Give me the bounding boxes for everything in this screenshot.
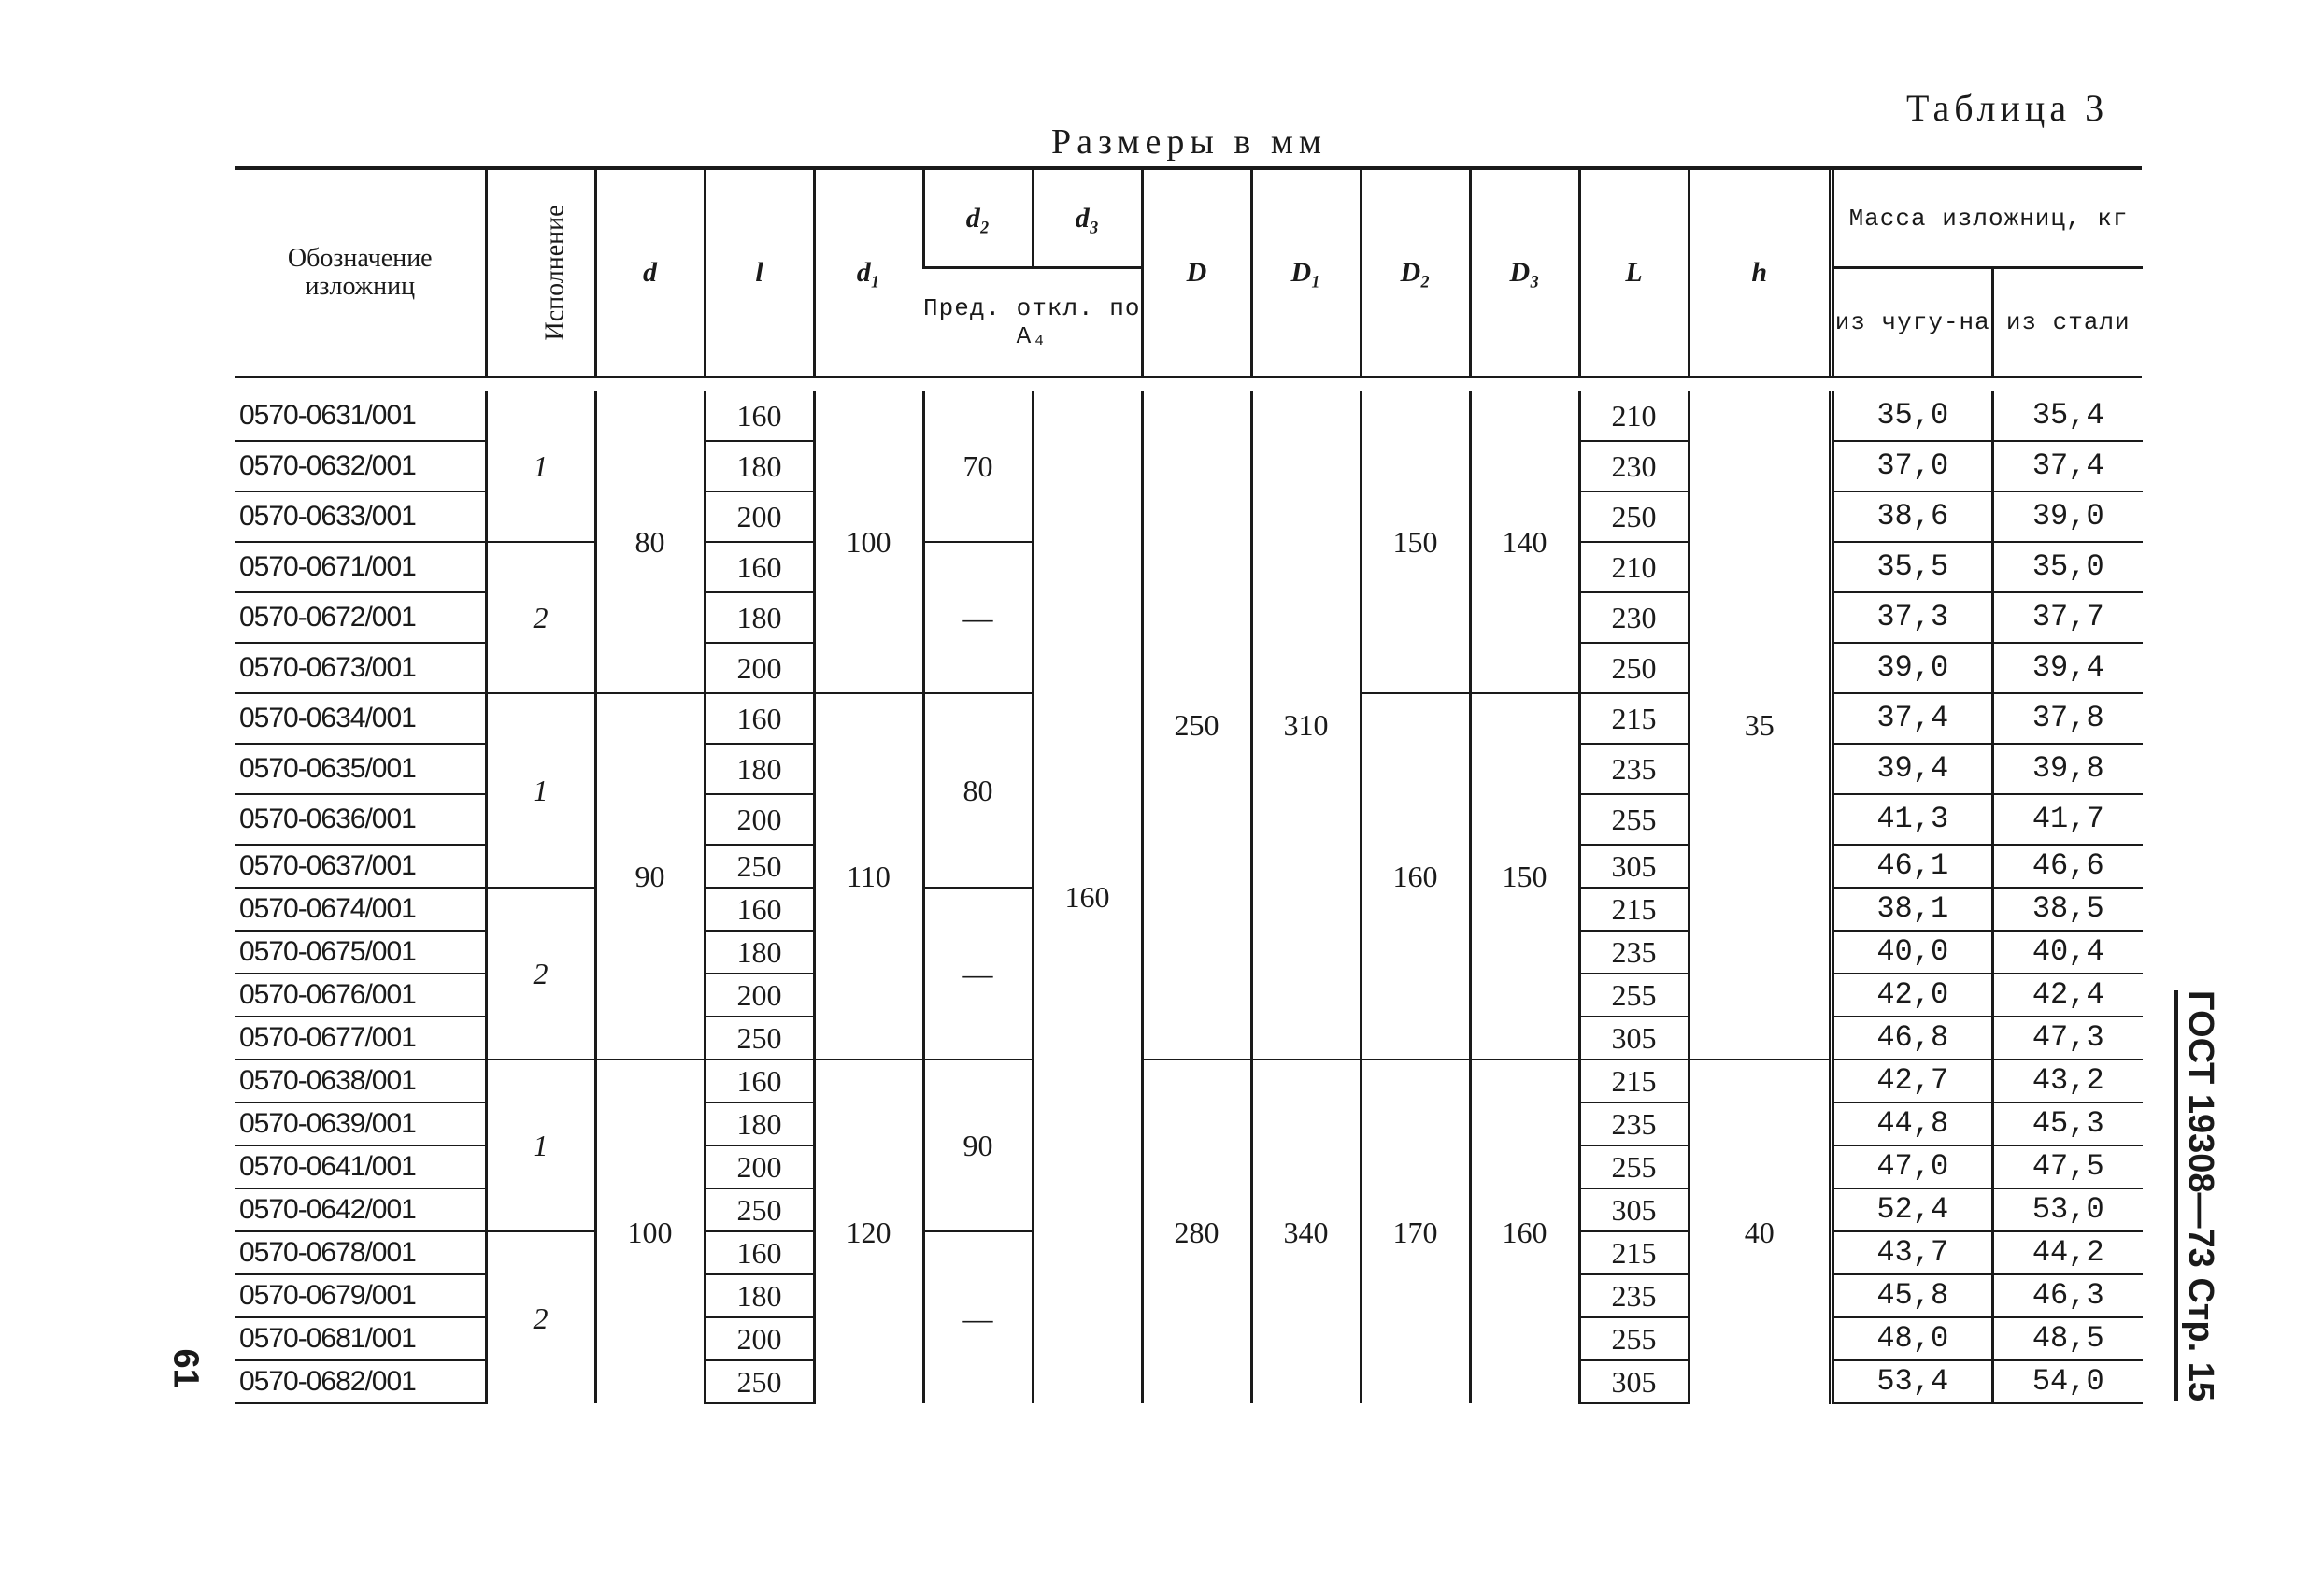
header-version-label: Исполнение [540, 205, 570, 341]
cell-L: 215 [1579, 1060, 1689, 1102]
cell-steel: 40,4 [1992, 931, 2143, 974]
cell-D3: 150 [1470, 693, 1579, 1060]
cell-iron: 35,0 [1832, 391, 1992, 441]
cell-D2: 150 [1361, 391, 1470, 693]
header-D2: D₂ [1361, 170, 1470, 376]
cell-D: 250 [1142, 391, 1251, 1060]
cell-D2: 170 [1361, 1060, 1470, 1403]
cell-iron: 46,1 [1832, 845, 1992, 888]
cell-code: 0570-0672/001 [235, 592, 486, 643]
cell-l: 200 [705, 491, 814, 542]
cell-l: 250 [705, 1360, 814, 1403]
cell-code: 0570-0641/001 [235, 1145, 486, 1188]
cell-code: 0570-0674/001 [235, 888, 486, 931]
cell-steel: 43,2 [1992, 1060, 2143, 1102]
side-caption [2163, 990, 2238, 1401]
table-body [235, 391, 2142, 1404]
cell-iron: 39,4 [1832, 744, 1992, 794]
header-d3: d₃ [1033, 170, 1142, 268]
cell-code: 0570-0678/001 [235, 1231, 486, 1274]
cell-code: 0570-0638/001 [235, 1060, 486, 1102]
cell-code: 0570-0671/001 [235, 542, 486, 592]
cell-L: 215 [1579, 1231, 1689, 1274]
header-D3: D₃ [1470, 170, 1579, 376]
cell-iron: 52,4 [1832, 1188, 1992, 1231]
cell-L: 305 [1579, 1188, 1689, 1231]
header-mass-iron: из чугу-на [1832, 268, 1992, 376]
cell-d2: 80 [923, 693, 1033, 888]
cell-l: 250 [705, 845, 814, 888]
cell-iron: 37,3 [1832, 592, 1992, 643]
cell-code: 0570-0682/001 [235, 1360, 486, 1403]
cell-L: 250 [1579, 643, 1689, 693]
cell-L: 235 [1579, 1274, 1689, 1317]
header-mass: Масса изложниц, кг [1832, 170, 2143, 268]
cell-L: 235 [1579, 931, 1689, 974]
header-L: L [1579, 170, 1689, 376]
cell-D: 280 [1142, 1060, 1251, 1403]
cell-L: 255 [1579, 974, 1689, 1017]
cell-code: 0570-0677/001 [235, 1017, 486, 1060]
cell-steel: 38,5 [1992, 888, 2143, 931]
cell-D3: 140 [1470, 391, 1579, 693]
side-caption-text: ГОСТ 19308—73 Стр. 15 [2181, 990, 2220, 1402]
cell-L: 305 [1579, 845, 1689, 888]
cell-code: 0570-0676/001 [235, 974, 486, 1017]
cell-L: 305 [1579, 1360, 1689, 1403]
cell-l: 180 [705, 931, 814, 974]
header-designation: Обозначение изложниц [287, 244, 433, 301]
cell-iron: 42,7 [1832, 1060, 1992, 1102]
cell-l: 200 [705, 1145, 814, 1188]
cell-iron: 42,0 [1832, 974, 1992, 1017]
cell-l: 180 [705, 1102, 814, 1145]
cell-steel: 53,0 [1992, 1188, 2143, 1231]
cell-steel: 41,7 [1992, 794, 2143, 845]
cell-code: 0570-0631/001 [235, 391, 486, 441]
cell-l: 250 [705, 1188, 814, 1231]
cell-L: 255 [1579, 1145, 1689, 1188]
cell-L: 305 [1579, 1017, 1689, 1060]
cell-l: 160 [705, 693, 814, 744]
cell-ver: 2 [486, 1231, 595, 1403]
header-d: d [595, 170, 705, 376]
cell-L: 255 [1579, 1317, 1689, 1360]
table-header [235, 166, 2142, 378]
cell-steel: 44,2 [1992, 1231, 2143, 1274]
cell-steel: 37,8 [1992, 693, 2143, 744]
cell-d3: 160 [1033, 391, 1142, 1403]
cell-steel: 39,4 [1992, 643, 2143, 693]
cell-ver: 1 [486, 391, 595, 542]
cell-iron: 43,7 [1832, 1231, 1992, 1274]
cell-l: 160 [705, 888, 814, 931]
page-number-text: 61 [165, 1348, 206, 1388]
cell-l: 160 [705, 391, 814, 441]
cell-L: 235 [1579, 1102, 1689, 1145]
cell-h: 35 [1689, 391, 1832, 1060]
table-row [235, 391, 2143, 441]
cell-d2: 70 [923, 391, 1033, 542]
cell-iron: 38,1 [1832, 888, 1992, 931]
cell-steel: 35,0 [1992, 542, 2143, 592]
cell-iron: 47,0 [1832, 1145, 1992, 1188]
cell-code: 0570-0635/001 [235, 744, 486, 794]
cell-d1: 110 [814, 693, 923, 1060]
cell-l: 180 [705, 744, 814, 794]
cell-steel: 48,5 [1992, 1317, 2143, 1360]
cell-l: 160 [705, 1231, 814, 1274]
cell-steel: 46,3 [1992, 1274, 2143, 1317]
cell-iron: 40,0 [1832, 931, 1992, 974]
cell-d: 100 [595, 1060, 705, 1403]
cell-code: 0570-0637/001 [235, 845, 486, 888]
cell-iron: 46,8 [1832, 1017, 1992, 1060]
cell-code: 0570-0681/001 [235, 1317, 486, 1360]
cell-L: 210 [1579, 391, 1689, 441]
cell-iron: 44,8 [1832, 1102, 1992, 1145]
cell-ver: 1 [486, 1060, 595, 1231]
cell-D1: 340 [1251, 1060, 1361, 1403]
cell-l: 180 [705, 1274, 814, 1317]
cell-l: 180 [705, 592, 814, 643]
table-row [235, 1060, 2143, 1102]
cell-D1: 310 [1251, 391, 1361, 1060]
cell-L: 235 [1579, 744, 1689, 794]
header-mass-steel: из стали [1992, 268, 2143, 376]
cell-ver: 2 [486, 542, 595, 693]
cell-steel: 39,8 [1992, 744, 2143, 794]
cell-iron: 35,5 [1832, 542, 1992, 592]
cell-d2: — [923, 888, 1033, 1060]
cell-steel: 45,3 [1992, 1102, 2143, 1145]
cell-steel: 35,4 [1992, 391, 2143, 441]
cell-l: 200 [705, 794, 814, 845]
cell-code: 0570-0632/001 [235, 441, 486, 491]
cell-code: 0570-0636/001 [235, 794, 486, 845]
cell-code: 0570-0679/001 [235, 1274, 486, 1317]
cell-code: 0570-0634/001 [235, 693, 486, 744]
cell-code: 0570-0642/001 [235, 1188, 486, 1231]
header-bottom-rule [235, 376, 2142, 378]
cell-l: 200 [705, 1317, 814, 1360]
page-number [157, 1348, 213, 1413]
cell-d2: — [923, 542, 1033, 693]
header-table [235, 170, 2143, 376]
cell-iron: 41,3 [1832, 794, 1992, 845]
cell-d1: 100 [814, 391, 923, 693]
cell-L: 230 [1579, 441, 1689, 491]
cell-iron: 53,4 [1832, 1360, 1992, 1403]
table-subtitle: Размеры в мм [1051, 122, 1327, 162]
cell-L: 210 [1579, 542, 1689, 592]
header-version [486, 170, 595, 376]
header-D: D [1142, 170, 1251, 376]
header-h: h [1689, 170, 1832, 376]
cell-l: 160 [705, 542, 814, 592]
cell-iron: 38,6 [1832, 491, 1992, 542]
cell-steel: 47,3 [1992, 1017, 2143, 1060]
cell-steel: 46,6 [1992, 845, 2143, 888]
cell-ver: 1 [486, 693, 595, 888]
cell-iron: 39,0 [1832, 643, 1992, 693]
data-table [235, 391, 2143, 1404]
cell-L: 255 [1579, 794, 1689, 845]
cell-d2: — [923, 1231, 1033, 1403]
cell-d2: 90 [923, 1060, 1033, 1231]
cell-steel: 37,7 [1992, 592, 2143, 643]
cell-steel: 42,4 [1992, 974, 2143, 1017]
cell-l: 200 [705, 974, 814, 1017]
cell-l: 160 [705, 1060, 814, 1102]
cell-L: 215 [1579, 693, 1689, 744]
cell-l: 200 [705, 643, 814, 693]
header-D1: D₁ [1251, 170, 1361, 376]
cell-h: 40 [1689, 1060, 1832, 1403]
cell-steel: 47,5 [1992, 1145, 2143, 1188]
header-tolerance: Пред. откл. по A₄ [923, 294, 1141, 351]
cell-L: 250 [1579, 491, 1689, 542]
cell-steel: 54,0 [1992, 1360, 2143, 1403]
header-l: l [705, 170, 814, 376]
cell-iron: 45,8 [1832, 1274, 1992, 1317]
cell-D2: 160 [1361, 693, 1470, 1060]
cell-l: 250 [705, 1017, 814, 1060]
cell-code: 0570-0639/001 [235, 1102, 486, 1145]
cell-d: 80 [595, 391, 705, 693]
cell-iron: 48,0 [1832, 1317, 1992, 1360]
cell-D3: 160 [1470, 1060, 1579, 1403]
cell-steel: 39,0 [1992, 491, 2143, 542]
cell-code: 0570-0633/001 [235, 491, 486, 542]
cell-L: 215 [1579, 888, 1689, 931]
cell-d1: 120 [814, 1060, 923, 1403]
cell-iron: 37,4 [1832, 693, 1992, 744]
cell-iron: 37,0 [1832, 441, 1992, 491]
header-d1: d₁ [814, 170, 923, 376]
cell-L: 230 [1579, 592, 1689, 643]
cell-ver: 2 [486, 888, 595, 1060]
cell-steel: 37,4 [1992, 441, 2143, 491]
table-title: Таблица 3 [1906, 87, 2109, 129]
cell-l: 180 [705, 441, 814, 491]
cell-d: 90 [595, 693, 705, 1060]
cell-code: 0570-0673/001 [235, 643, 486, 693]
header-d2: d₂ [923, 170, 1033, 268]
cell-code: 0570-0675/001 [235, 931, 486, 974]
